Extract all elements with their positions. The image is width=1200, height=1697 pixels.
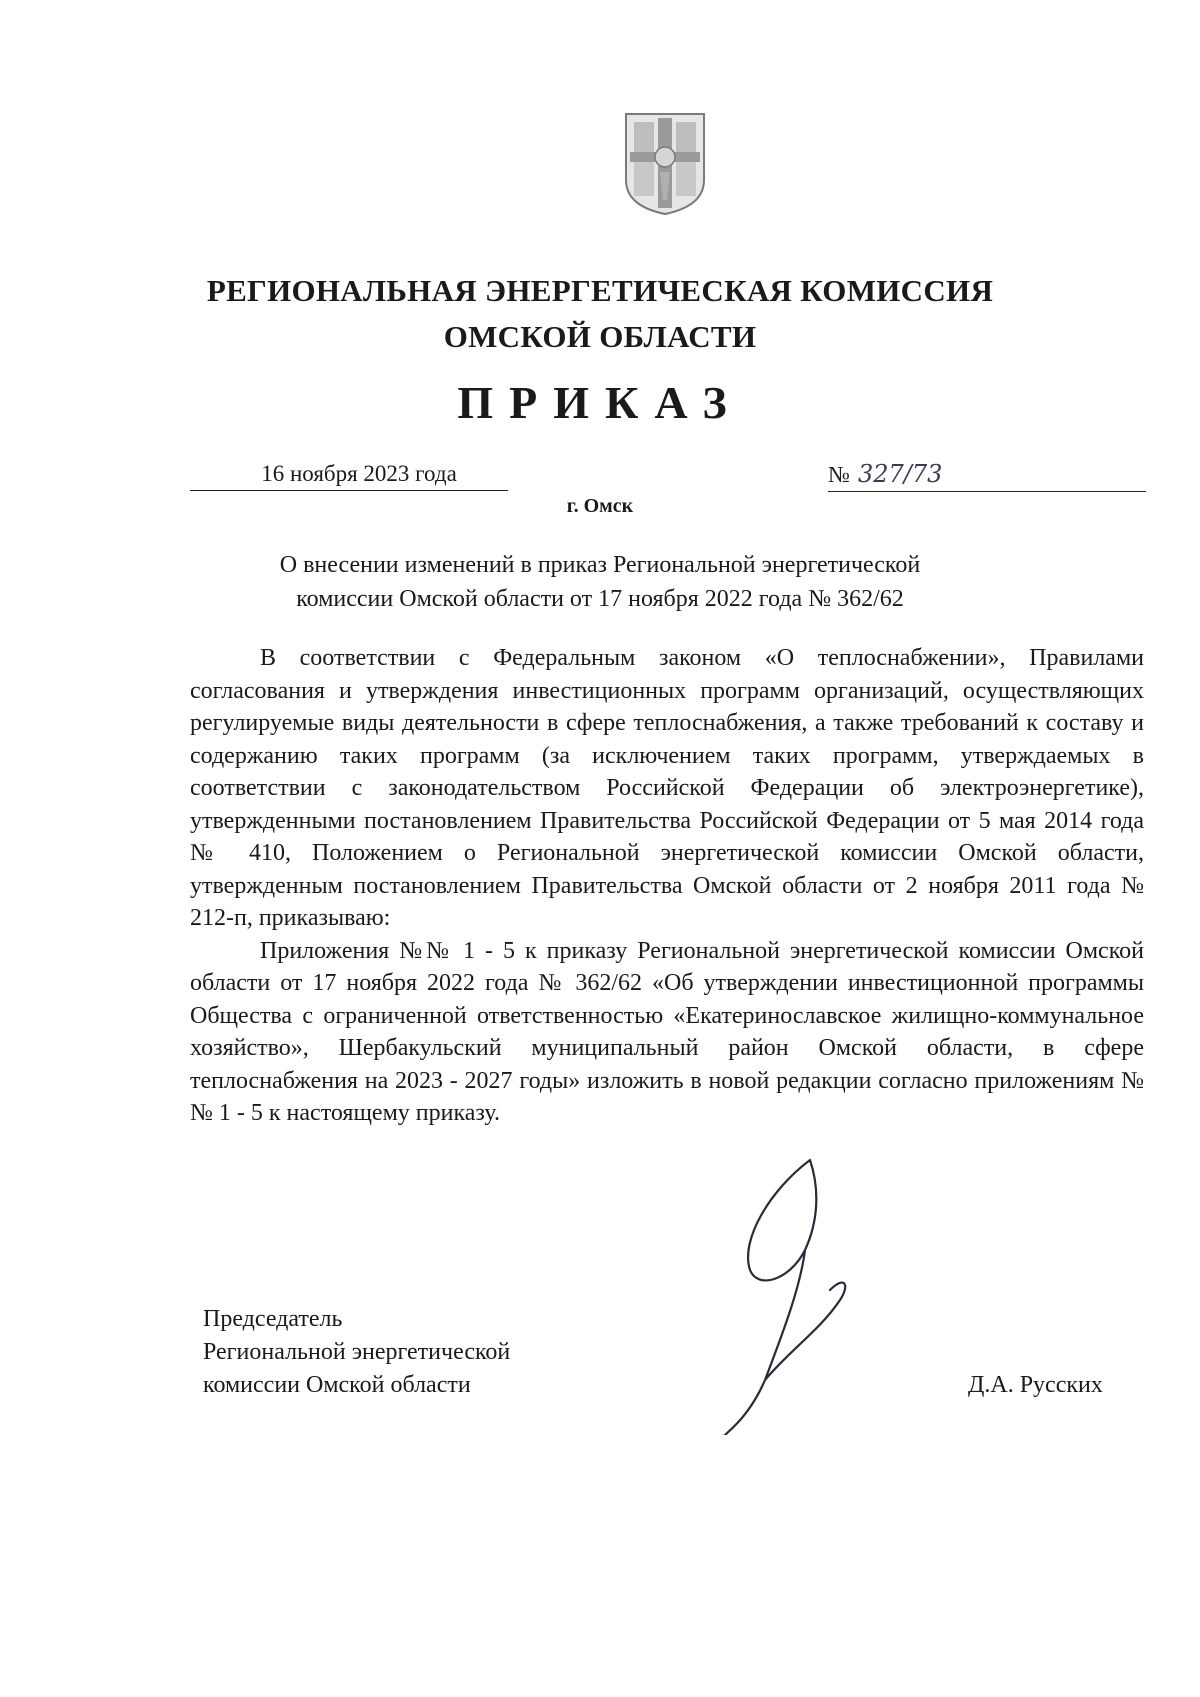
- subject-line1: О внесении изменений в приказ Региональной энергетической: [279, 552, 921, 578]
- coat-of-arms-icon: [620, 110, 710, 218]
- subject-line2: комиссии Омской области от 17 ноября 2022 года № 362/62: [296, 586, 904, 612]
- signatory-position-line1: Председатель: [203, 1306, 343, 1332]
- body-paragraph-1: В соответствии с Федеральным законом «О теплоснабжении», Правилами согласования и утверждения инвестиционных программ организаций, осуществляющих регулируемые виды деятельности в сфере теплоснабжения, а также требований к составу и содержанию таких программ (за исключением таких программ, утверждаемых в соответствии с законодательством Российской Федерации об электроэнергетике), утвержденными постановлением Правительства Российской Федерации от 5 мая 2014 года № 410, Положением о Региональной энергетической комиссии Омской области, утвержденным постановлением Правительства Омской области от 2 ноября 2011 года № 212-п, приказываю:: [190, 645, 1144, 931]
- document-date-field: [190, 458, 508, 491]
- document-subject: [230, 548, 970, 616]
- organization-title-line2: ОМСКОЙ ОБЛАСТИ: [443, 319, 757, 354]
- document-type-heading: ПРИКАЗ: [457, 377, 743, 428]
- signatory-name: Д.А. Русских: [968, 1372, 1103, 1398]
- document-number-prefix: №: [828, 462, 850, 487]
- signatory-position-line3: комиссии Омской области: [203, 1372, 471, 1398]
- signatory-position-line2: Региональной энергетической: [203, 1339, 511, 1365]
- document-number-field: [828, 458, 1146, 492]
- organization-title-line1: РЕГИОНАЛЬНАЯ ЭНЕРГЕТИЧЕСКАЯ КОМИССИЯ: [206, 273, 994, 308]
- document-number-handwritten: 327/73: [857, 460, 943, 488]
- organization-title: [150, 268, 1050, 360]
- signatory-position: [203, 1303, 510, 1402]
- document-date: 16 ноября 2023 года: [261, 461, 457, 486]
- body-paragraph-2: Приложения №№ 1 - 5 к приказу Региональной энергетической комиссии Омской области от 17 ноября 2022 года № 362/62 «Об утверждении инвестиционной программы Общества с ограниченной ответственностью «Екатеринославское жилищно-коммунальное хозяйство», Шербакульский муниципальный район Омской области, в сфере теплоснабжения на 2023 - 2027 годы» изложить в новой редакции согласно приложениям №№ 1 - 5 к настоящему приказу.: [190, 937, 1144, 1126]
- handwritten-signature: [710, 1150, 930, 1435]
- document-city: г. Омск: [566, 495, 634, 517]
- document-body: [190, 642, 1144, 1130]
